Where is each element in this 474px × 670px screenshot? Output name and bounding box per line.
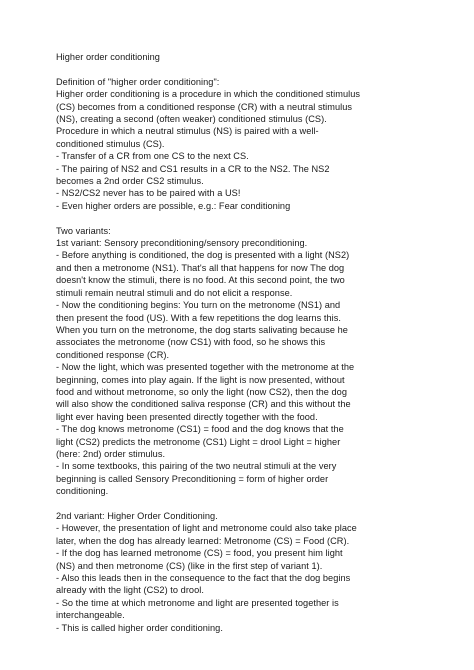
variants-heading: Two variants: [56,225,111,236]
text-line: (NS) and then metronome (CS) (like in the first step of variant 1). [56,560,323,571]
text-line: later, when the dog has already learned: Metronome (CS) = Food (CR). [56,535,350,546]
text-line: Procedure in which a neutral stimulus (NS) is paired with a well- [56,126,319,137]
text-line: associates the metronome (now CS1) with food, so he shows this [56,337,326,348]
text-line: light ever having been presented directly together with the food. [56,411,318,422]
text-line: becomes a 2nd order CS2 stimulus. [56,176,204,187]
text-line: conditioned response (CR). [56,349,170,360]
document-body [56,51,422,634]
text-line: and then a metronome (NS1). That's all that happens for now The dog [56,262,345,273]
bullet-line: - The pairing of NS2 and CS1 results in a CR to the NS2. The NS2 [56,163,330,174]
bullet-line: - NS2/CS2 never has to be paired with a US! [56,188,241,199]
bullet-line: - If the dog has learned metronome (CS) = food, you present him light [56,548,343,559]
text-line: conditioning. [56,486,109,497]
spacer [56,63,422,75]
text-line: will also show the conditioned saliva response (CR) and this without the [56,399,351,410]
variant-2-block [56,510,422,634]
text-line: already with the light (CS2) to drool. [56,585,204,596]
text-line: doesn't know the stimuli, there is no food. At this second point, the two [56,275,345,286]
bullet-line: - In some textbooks, this pairing of the two neutral stimuli at the very [56,461,337,472]
document-title: Higher order conditioning [56,52,160,62]
spacer [56,498,422,510]
bullet-line: - So the time at which metronome and light are presented together is [56,597,339,608]
bullet-line: - Even higher orders are possible, e.g.: Fear conditioning [56,200,291,211]
text-line: food and without metronome, so only the light (now CS2), then the dog [56,386,347,397]
variant-1-heading: 1st variant: Sensory preconditioning/sensory preconditioning. [56,238,308,249]
bullet-line: - Now the conditioning begins: You turn on the metronome (NS1) and [56,300,341,311]
spacer [56,212,422,224]
bullet-line: - Also this leads then in the consequence to the fact that the dog begins [56,573,351,584]
text-line: interchangeable. [56,610,125,621]
variant-2-heading: 2nd variant: Higher Order Conditioning. [56,510,218,521]
variant-1-block [56,237,422,498]
bullet-line: - Transfer of a CR from one CS to the next CS. [56,151,249,162]
text-line: (CS) becomes from a conditioned response (CR) with a neutral stimulus [56,101,353,112]
definition-block [56,88,422,212]
definition-heading: Definition of "higher order conditioning": [56,76,220,87]
text-line: stimuli remain neutral stimuli and do not elicit a response. [56,287,293,298]
bullet-line: - This is called higher order conditioning. [56,622,223,633]
text-line: beginning is called Sensory Preconditioning = form of higher order [56,473,329,484]
text-line: Higher order conditioning is a procedure in which the conditioned stimulus [56,89,360,100]
bullet-line: - However, the presentation of light and metronome could also take place [56,523,357,534]
text-line: (here: 2nd) order stimulus. [56,448,166,459]
text-line: then present the food (US). With a few repetitions the dog learns this. [56,312,341,323]
text-line: conditioned stimulus (CS). [56,138,165,149]
text-line: light (CS2) predicts the metronome (CS1) Light = drool Light = higher [56,436,341,447]
bullet-line: - Before anything is conditioned, the dog is presented with a light (NS2) [56,250,350,261]
text-line: beginning, comes into play again. If the light is now presented, without [56,374,345,385]
text-line: (NS), creating a second (often weaker) conditioned stimulus (CS). [56,114,327,125]
text-line: When you turn on the metronome, the dog starts salivating because he [56,324,348,335]
bullet-line: - The dog knows metronome (CS1) = food and the dog knows that the [56,424,344,435]
bullet-line: - Now the light, which was presented together with the metronome at the [56,362,355,373]
